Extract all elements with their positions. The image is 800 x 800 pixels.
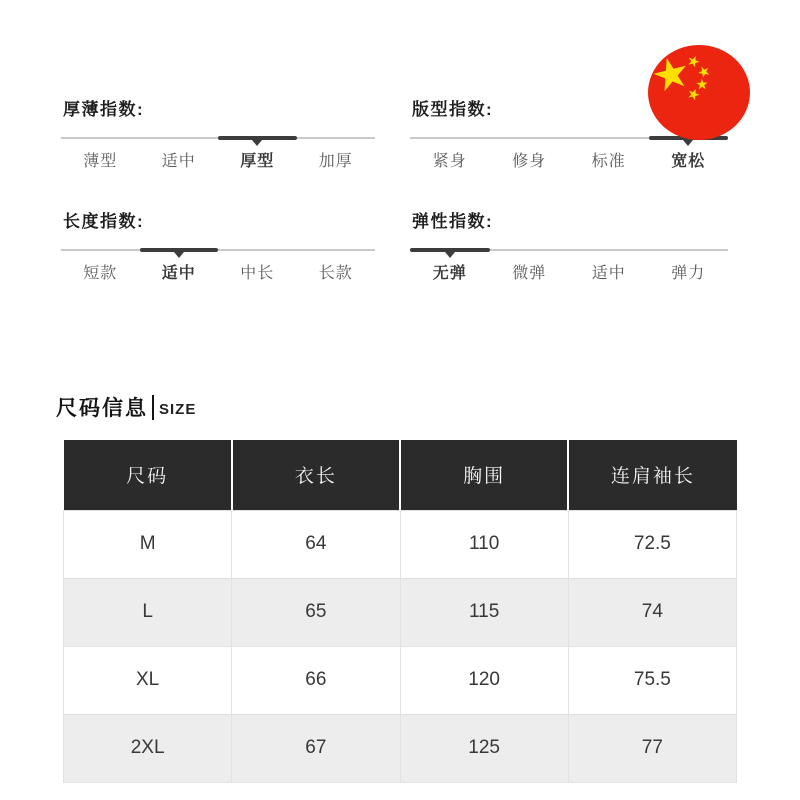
index-option: 紧身: [432, 153, 467, 170]
size-table-cell: 77: [568, 714, 736, 782]
size-table-cell: 72.5: [568, 510, 736, 578]
size-table-head: [64, 440, 737, 510]
size-table-cell: 120: [400, 646, 568, 714]
index-marker-triangle-icon: [174, 252, 184, 258]
index-option: 厚型: [240, 153, 275, 170]
size-table-cell: L: [64, 578, 232, 646]
index-selected-segment: [410, 248, 490, 252]
size-title-cn: 尺码信息: [56, 397, 148, 420]
index-marker-triangle-icon: [445, 252, 455, 258]
index-option: 弹力: [671, 265, 706, 282]
size-table-row: [64, 646, 737, 714]
china-flag-svg: [648, 45, 750, 140]
index-track: [410, 249, 728, 251]
size-table-header-cell: 胸围: [400, 440, 568, 510]
size-table-row: [64, 714, 737, 782]
index-option: 薄型: [83, 153, 118, 170]
index-section-thickness: [61, 100, 375, 180]
index-marker-triangle-icon: [252, 140, 262, 146]
size-table-row: [64, 510, 737, 578]
china-flag-icon: [648, 45, 750, 140]
size-table-cell: M: [64, 510, 232, 578]
index-option: 宽松: [671, 153, 706, 170]
index-option: 无弹: [432, 265, 467, 282]
index-selected-segment: [218, 136, 297, 140]
index-options: [410, 263, 728, 285]
index-section-length: [61, 212, 375, 292]
index-option: 微弹: [512, 265, 547, 282]
size-table-cell: XL: [64, 646, 232, 714]
index-label: 厚薄指数:: [63, 100, 145, 119]
index-option: 修身: [512, 153, 547, 170]
size-table-header-cell: 尺码: [64, 440, 232, 510]
size-table-row: [64, 578, 737, 646]
size-table-cell: 67: [232, 714, 400, 782]
index-option: 适中: [161, 265, 196, 282]
index-option: 短款: [83, 265, 118, 282]
size-table-cell: 2XL: [64, 714, 232, 782]
size-table-cell: 64: [232, 510, 400, 578]
index-label: 弹性指数:: [412, 212, 494, 231]
index-label: 长度指数:: [63, 212, 145, 231]
index-track: [61, 137, 375, 139]
index-option: 标准: [591, 153, 626, 170]
index-label: 版型指数:: [412, 100, 494, 119]
size-table-cell: 110: [400, 510, 568, 578]
size-table-body: [64, 510, 737, 782]
index-option: 加厚: [318, 153, 353, 170]
index-marker-triangle-icon: [683, 140, 693, 146]
index-option: 中长: [240, 265, 275, 282]
index-option: 适中: [161, 153, 196, 170]
index-options: [410, 151, 728, 173]
size-table-cell: 115: [400, 578, 568, 646]
index-options: [61, 263, 375, 285]
size-table-cell: 75.5: [568, 646, 736, 714]
size-table-cell: 66: [232, 646, 400, 714]
index-selected-segment: [140, 248, 219, 252]
index-section-elasticity: [410, 212, 728, 292]
size-section-title: [56, 392, 196, 422]
size-table-header-cell: 连肩袖长: [568, 440, 736, 510]
size-table-cell: 74: [568, 578, 736, 646]
index-option: 长款: [318, 265, 353, 282]
size-title-en: SIZE: [159, 400, 197, 418]
index-options: [61, 151, 375, 173]
size-table: [63, 440, 737, 783]
size-table-header-row: [64, 440, 737, 510]
size-table-header-cell: 衣长: [232, 440, 400, 510]
size-table-cell: 65: [232, 578, 400, 646]
size-table-cell: 125: [400, 714, 568, 782]
index-track: [61, 249, 375, 251]
title-divider: [152, 395, 154, 420]
index-option: 适中: [591, 265, 626, 282]
